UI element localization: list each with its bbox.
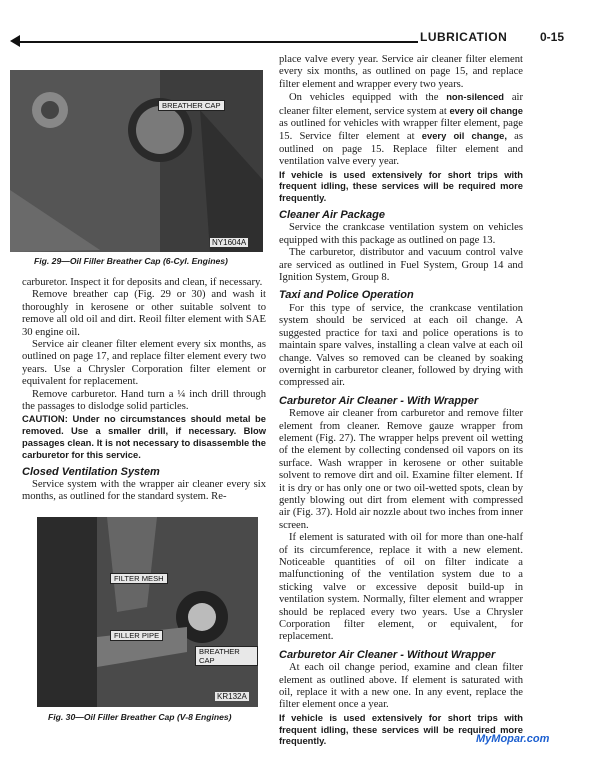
section-heading: Carburetor Air Cleaner - Without Wrapper (279, 648, 496, 661)
paragraph: carburetor. Inspect it for deposits and clean, if necessary. (22, 277, 263, 288)
left-column (22, 277, 266, 504)
text-run: air cleaner filter element, service system at (279, 92, 524, 117)
figure-30-photo (37, 517, 258, 707)
paragraph: At each oil change period, examine and clean filter element as outlined above. If element is saturated with oil, replace it with a new one. In any event, replace the filter element once a year. (279, 662, 523, 711)
paragraph: Service system with the wrapper air cleaner every six months, as outlined for the standard system. Re- (22, 479, 266, 503)
text-run: On vehicles equipped with the (289, 92, 439, 104)
section-heading: Taxi and Police Operation (279, 289, 414, 302)
paragraph: Remove breather cap (Fig. 29 or 30) and wash it thoroughly in kerosene or other suitable solvent to remove all old oil and dirt. Reoil filter element with SAE 30 engine oil. (22, 289, 266, 338)
paragraph: For this type of service, the crankcase ventilation system should be serviced at each oil change. A suggested practice for taxi and police operations is to maintain spare valves, installing a clean valve at each oil change. Valves so removed can be cleaned by soaking overnight in carburetor cleaner, followed by drying with compressed air. (279, 302, 523, 389)
text-run: as outlined on page 15. Replace filter element and ventilation valve every year. (279, 131, 523, 168)
caution-note: CAUTION: Under no circumstances should metal be removed. Use a smaller drill, if necessary. Blow passages clean. It is not necessary to disassemble the carburetor for this service. (22, 413, 266, 460)
text-run: as outlined for vehicles with wrapper filter element, page 15. Service filter element at (279, 118, 523, 143)
header-rule (18, 41, 418, 43)
emphasis: every oil change (449, 104, 523, 116)
section-heading: Carburetor Air Cleaner - With Wrapper (279, 394, 479, 407)
warning-note: If vehicle is used extensively for short trips with frequent idling, these services will be required more frequently. (279, 711, 523, 747)
paragraph: Remove carburetor. Hand turn a ¼ inch drill through the passages to dislodge solid particles. (22, 388, 266, 413)
paragraph: Remove air cleaner from carburetor and remove filter element from cleaner. Remove gauze wrapper from element (Fig. 27). The wrapper helps prevent oil wetting of the element by collecting condensed oil vapors on its surface. Wash wrapper in kerosene or other suitable solvent to remove dirt and oil. Examine filter element. If it is dry or has only one or two oil-wetted spots, clean by gently blowing out dirt from element with compressed air (Fig. 37). Hold air nozzle about two inches from inner screen. (279, 408, 523, 531)
paragraph: place valve every year. Service air cleaner filter element every six months, as outlined on page 15, and replace filter element and wrapper every two years. (279, 54, 523, 90)
figure-code: KR132A (217, 692, 247, 701)
page-number: 0-15 (540, 30, 565, 44)
running-header-title: LUBRICATION (420, 30, 508, 44)
breather-cap-label: BREATHER CAP (158, 100, 225, 111)
paragraph (279, 91, 523, 168)
paragraph: Service air cleaner filter element every six months, as outlined on page 17, and replace filter element every two years. Use a Chrysler Corporation filter element or equivalent for replacement. (22, 339, 266, 388)
section-heading: Closed Ventilation System (22, 465, 160, 478)
figure-code: NY1604A (212, 238, 247, 247)
watermark: MyMopar.com (476, 733, 550, 745)
right-column (279, 54, 523, 747)
filter-mesh-label: FILTER MESH (110, 573, 168, 584)
filler-pipe-label: FILLER PIPE (110, 630, 163, 641)
paragraph: The carburetor, distributor and vacuum control valve are serviced as outlined in Fuel System, Group 14 and Ignition System, Group 8. (279, 247, 523, 284)
figure-29-photo (10, 70, 263, 252)
emphasis: non-silenced (446, 91, 505, 103)
engine-photo-v8 (37, 517, 258, 707)
section-heading: Cleaner Air Package (279, 209, 385, 222)
paragraph: Service the crankcase ventilation system on vehicles equipped with this package as outlined on page 13. (279, 222, 523, 246)
figure-29-caption: Fig. 29—Oil Filler Breather Cap (6-Cyl. Engines) (34, 256, 228, 266)
breather-cap-label: BREATHER CAP (195, 646, 258, 666)
figure-30-caption: Fig. 30—Oil Filler Breather Cap (V-8 Engines) (48, 712, 232, 722)
emphasis: every oil change, (421, 130, 507, 142)
engine-photo-6cyl (10, 70, 263, 252)
paragraph: If element is saturated with oil for more than one-half of its circumference, replace it with a new element. Noticeable quantities of oil on filter indicate a malfunctioning of the ventilation system due to a sticking valve or excessive deposit build-up in ventilation system. Normally, filter element and wrapper should be replaced every two years. Use a Chrysler Corporation filter element, or equivalent, for replacement. (279, 532, 523, 643)
warning-note: If vehicle is used extensively for short trips with frequent idling, these services will be required more frequently. (279, 168, 523, 204)
